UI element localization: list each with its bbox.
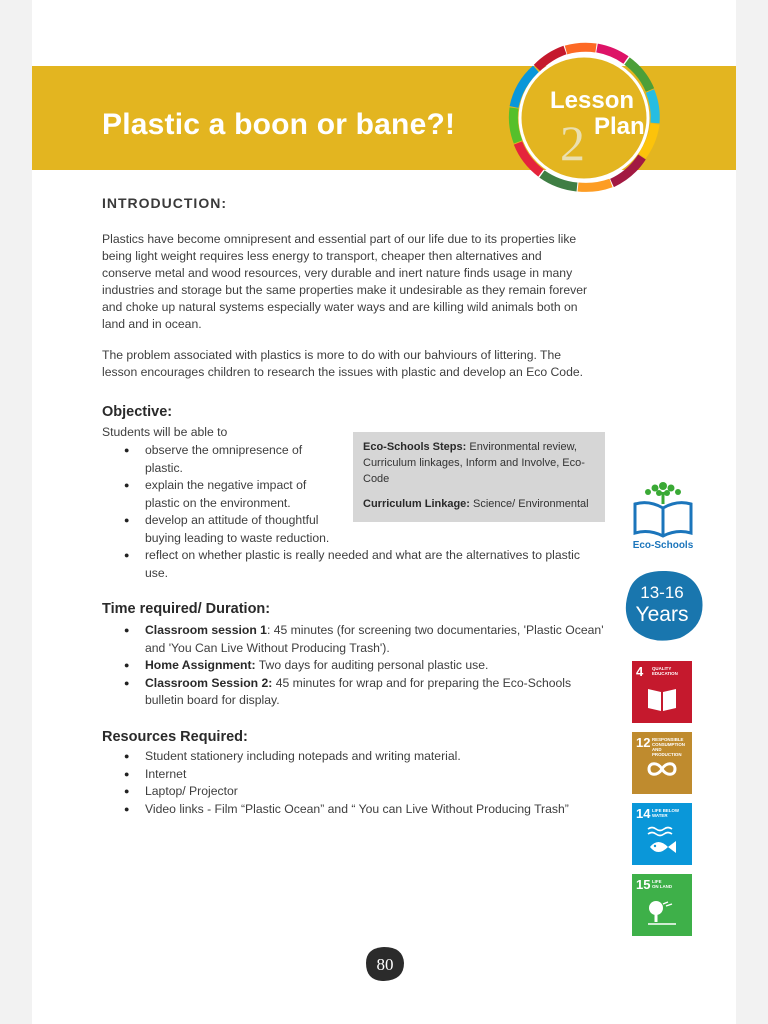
age-range: 13-16 bbox=[640, 583, 684, 602]
list-item: ● Student stationery including notepads and writing material. bbox=[102, 748, 622, 766]
badge-word-plan: Plan bbox=[594, 113, 645, 140]
objective-lead: Students will be able to bbox=[102, 425, 228, 439]
eco-schools-logo bbox=[628, 478, 698, 552]
tree-icon bbox=[645, 482, 681, 504]
age-unit: Years bbox=[635, 603, 689, 626]
infinity-icon bbox=[646, 754, 678, 784]
book-icon bbox=[646, 683, 678, 713]
list-item: ● Laptop/ Projector bbox=[102, 783, 622, 801]
sdg-12-tile: 12 RESPONSIBLE CONSUMPTION AND PRODUCTION bbox=[632, 732, 692, 794]
eco-schools-steps-box: Eco-Schools Steps: Environmental review, Curriculum linkages, Inform and Involve, Eco- Code Curriculum Linkage: Science/ Environmental bbox=[353, 432, 605, 522]
introduction-paragraph-2: The problem associated with plastics is more to do with our bahviours of littering. The lesson encourages children to research the issues with plastic and develop an Eco Code. bbox=[102, 348, 584, 379]
steps-label: Eco-Schools Steps: bbox=[363, 441, 467, 453]
badge-word-lesson: Lesson bbox=[550, 87, 635, 114]
sdg-4-tile: 4 QUALITY EDUCATION bbox=[632, 661, 692, 723]
list-item: ● observe the omnipresence of plastic. bbox=[102, 442, 622, 477]
time-list bbox=[102, 622, 622, 710]
badge-number: 2 bbox=[560, 115, 585, 171]
list-item: ● Internet bbox=[102, 766, 622, 784]
lesson-plan-badge bbox=[500, 38, 666, 196]
list-item: ● develop an attitude of thoughtful buying leading to waste reduction. bbox=[102, 512, 622, 547]
list-item: ● reflect on whether plastic is really needed and what are the alternatives to plastic use. bbox=[102, 547, 622, 582]
list-item: ● Home Assignment: Two days for auditing personal plastic use. bbox=[102, 657, 622, 675]
eco-schools-label: Eco-Schools bbox=[632, 540, 694, 551]
list-item: ● Classroom Session 2: 45 minutes for wrap and for preparing the Eco-Schools bulletin board for display. bbox=[102, 675, 622, 710]
age-range-badge bbox=[620, 568, 704, 642]
resources-heading: Resources Required: bbox=[102, 729, 248, 745]
introduction-heading: INTRODUCTION: bbox=[102, 195, 227, 211]
page-number: 80 bbox=[376, 955, 394, 974]
fish-icon bbox=[646, 825, 678, 859]
book-icon bbox=[635, 503, 691, 536]
tree-icon bbox=[646, 896, 678, 928]
sdg-14-tile: 14 LIFE BELOW WATER bbox=[632, 803, 692, 865]
list-item: ● Classroom session 1: 45 minutes (for screening two documentaries, 'Plastic Ocean' and 'You Can Live Without Producing Trash'). bbox=[102, 622, 622, 657]
list-item: ● explain the negative impact of plastic on the environment. bbox=[102, 477, 622, 512]
resources-list bbox=[102, 748, 622, 818]
page-number-badge bbox=[362, 945, 406, 983]
objective-heading: Objective: bbox=[102, 404, 173, 420]
lesson-title: Plastic a boon or bane?! bbox=[102, 108, 456, 141]
introduction-paragraph-1: Plastics have become omnipresent and essential part of our life due to its properties like being light weight requires less energy to transport, cheaper then alternatives and conserve metal and wood resources, very durable and inert nature finds usage in many industries and storage but the same properties make it undesirable as they remain forever and choke up natural systems especially water ways and are killing wild animals both on land and in ocean. bbox=[102, 232, 588, 331]
time-required-heading: Time required/ Duration: bbox=[102, 601, 271, 617]
list-item: ● Video links - Film “Plastic Ocean” and “ You can Live Without Producing Trash” bbox=[102, 801, 622, 819]
sdg-15-tile: 15 LIFE ON LAND bbox=[632, 874, 692, 936]
curriculum-label: Curriculum Linkage: bbox=[363, 498, 470, 510]
